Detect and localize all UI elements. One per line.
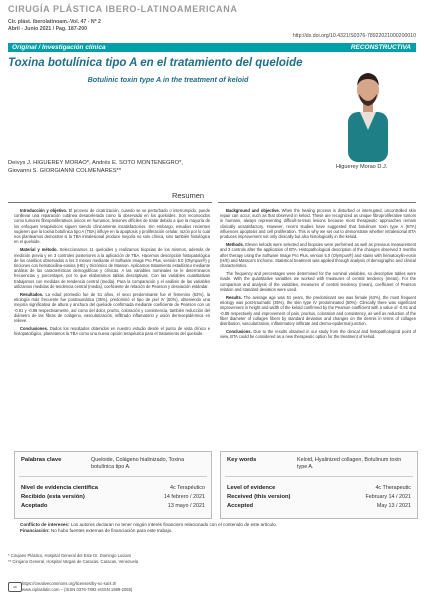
divider — [19, 476, 207, 477]
paragraph-label: Material y método. — [20, 247, 58, 253]
disclosures — [20, 522, 410, 535]
divider — [8, 202, 212, 203]
paragraph-text: The average age was 51 years, the predominant sex was female (63%), the most frequent etiology was post-traumatic (35%), the skin type IV predominated (50%). Clinically there was significant improvement in height and width of the keloid confirmed by the Pearson coefficient with a value of -0.91 and -0.88 respectively and improvement of pain, pruritus, coloration and consistency, as well as reduction of the fiber diameter of collagen fibers by standard deviation and changes on the dermis in terms of collagen distribution, vascularization, inflammatory infiltrate and dermo-epidermal junction. — [220, 295, 416, 327]
paragraph-label: Resultados. — [20, 292, 44, 298]
section-bar — [8, 43, 416, 52]
abstract-en — [220, 208, 416, 343]
paragraph-text: Due to the results obtained in our study from the clinical and histopathological point of view, BTA could be considered as a new therapeutic option for the treatment of keloid. — [220, 329, 416, 340]
keywords-box-es — [14, 451, 212, 519]
abstract-paragraph — [14, 292, 210, 323]
paragraph-text: Eleven keloids were selected and biopsies were performed as well as previous measurement and 3 controls after the application of BTA. Histopathological description of the changes observed 3 months after therapy using the Software Image Pro Plus, version 5.0 (Olympus®) and stains with hematoxylin-eosin (H/E) and Masson's trichome. Statistical treatment was applied through analysis of demographic and clinical characteristics. — [220, 242, 416, 269]
creative-commons-icon: cc — [8, 582, 22, 592]
author-line: Deivys J. HIGUEREY MORAO*, Andrés E. SOTO MONTENEGRO*, — [8, 160, 184, 166]
volume-line: Cir. plást. iberolatinoam.-Vol. 47 - Nº 2 — [8, 19, 101, 25]
journal-reference — [8, 19, 101, 33]
accepted-label: Aceptado — [21, 503, 48, 509]
paragraph-label: Conclusions. — [226, 329, 252, 335]
affiliation-footnotes — [8, 553, 138, 564]
author-photo-caption: Higuerey Morao D.J. — [336, 164, 388, 170]
keywords-label: Key words — [227, 457, 257, 463]
journal-masthead: CIRUGÍA PLÁSTICA IBERO-LATINOAMERICANA — [8, 4, 238, 14]
evidence-level-value: 4c Therapeutic — [375, 485, 411, 491]
paragraph-label: Results. — [226, 295, 242, 301]
footnote: ** Cirujano General, Hospital Vargas de Caracas, Caracas, Venezuela — [8, 558, 139, 564]
section-specialty: RECONSTRUCTIVA — [350, 44, 411, 51]
author-line: Giovanni S. GIORGIANNI COLMENARES** — [8, 167, 122, 174]
abstract-paragraph — [220, 295, 416, 326]
paragraph-text: El proceso de cicatrización, cuando se ve perturbado o interrumpido, puede conllevar una reparación cutánea desacelerada como la observada en los queloides. Son reconocidos como tumores fibroproliferativos únicos en humanos, lesiones difíciles de tratar debido a que la mayoría de los enfoques terapéuticos siguen siendo clínicamente insatisfactorios. Sin embargo, estudios recientes sugieren que la toxina botulínica tipo A (TBA) influye en la apoptosis y proliferación celular, razón por lo cual nos planteamos demostrar si la TBA intralesional produce mejoría no solo clínica, sino también histológica en el queloide. — [14, 208, 210, 245]
evidence-level-label: Level of evidence — [227, 485, 276, 491]
author-photo — [340, 54, 396, 162]
abstract-es — [14, 208, 210, 340]
funding-text: No hubo fuentes externas de financiación para este trabajo. — [50, 528, 173, 534]
article-subtitle: Botulinic toxin type A in the treatment of keloid — [87, 75, 249, 84]
keywords-value: Keloid, Hyalinized collagen, Botulinum toxin type A. — [297, 457, 402, 470]
keywords-box-en — [220, 451, 418, 519]
paragraph-label: Introducción y objetivo. — [20, 208, 68, 213]
accepted-date: May 13 / 2021 — [376, 503, 411, 509]
paragraph-text: When the healing process is disturbed or interrupted, uncontrolled skin repair can occur, such as that observed in keloid. These are recognized as unique fibroproliferative tumors in humans, always representing difficult-to-treat lesions because most therapeutic approaches remain clinically unsatisfactory. However, recent studies have suggested that botulinum toxin type A (BTA) influences apoptosis and cell proliferation. This is why we set out to demonstrate whether intralesional BTA produces improvement not only clinically but also histologically in the keloid. — [220, 208, 416, 240]
abstract-paragraph — [220, 208, 416, 239]
paragraph-text: The frequency and percentages were determined for the nominal variables, so descriptive tables were made. With the quantitative variables we worked with measures of central tendency (mean). For the comparison and analysis of the variables, measures of central tendency (mean), coefficient of Pearson relation and standard deviation were used. — [220, 271, 416, 292]
abstract-paragraph — [220, 271, 416, 292]
article-title: Toxina botulínica tipo A en el tratamiento del queloide — [8, 57, 303, 69]
received-date: 14 febrero / 2021 — [163, 494, 205, 500]
abstract-paragraph — [14, 208, 210, 244]
received-date: February 14 / 2021 — [365, 494, 411, 500]
divider — [225, 476, 413, 477]
abstract-paragraph — [14, 247, 210, 289]
license-link[interactable]: https://creativecommons.org/licenses/by-nc-sa/4.0/ — [22, 581, 117, 586]
accepted-label: Accepted — [227, 503, 254, 509]
keywords-label: Palabras clave — [21, 457, 62, 463]
issue-pages-line: Abril - Junio 2021 / Pag. 187-200 — [8, 26, 87, 32]
doi-link[interactable]: http://dx.doi.org/10.4321/S0376-78922021000200010 — [292, 33, 416, 39]
conflict-text: Los autores declaran no tener ningún interés financiero relacionado con el contenido de este artículo. — [70, 522, 277, 527]
section-type: Original / Investigación clínica — [12, 44, 106, 51]
journal-site[interactable]: www.ciplaslatin.com – (ISSN 0376-7892 eISSN 1989-2055) — [22, 586, 133, 592]
received-label: Recibido (esta versión) — [21, 494, 85, 500]
funding — [20, 528, 410, 534]
paragraph-text: Dados los resultados obtenidos en nuestro estudio desde el punto de vista clínico e histopatológico, planteamos la TBA como una nueva opción terapéutica para el tratamiento del queloide. — [14, 326, 211, 337]
license-block — [22, 581, 132, 592]
paragraph-label: Background and objective. — [226, 208, 280, 213]
conflict-label: Conflicto de intereses: — [20, 522, 70, 527]
accepted-date: 13 mayo / 2021 — [167, 503, 205, 509]
author-list — [8, 160, 328, 175]
divider — [218, 202, 416, 203]
abstract-paragraph — [220, 329, 416, 339]
paragraph-label: Conclusiones. — [20, 326, 48, 332]
evidence-level-value: 4c Terapéutico — [170, 485, 205, 491]
keywords-value: Queloide, Colágeno hialinizado, Toxina botulínica tipo A. — [91, 457, 185, 470]
paragraph-text: La edad promedio fue de 51 años, el sexo predominante fue el femenino (63%), la etiología más frecuente fue postraumática (35%), predominó el tipo de piel IV (50%), obteniendo una mejoría significativa de altura y anchura del queloide confirmada mediante coeficiente de Pearson con un -0.91 y -0.88 respectivamente, así como del dolor, prurito, coloración y consistencia, también reducción del diámetro de las fibras de colágeno, vascularización, infiltrado inflamatorio y unión dermoepidérmica en relieve. — [14, 292, 210, 324]
funding-label: Financiación: — [20, 528, 50, 534]
paragraph-text: Seleccionamos 11 queloides y realizamos biopsias de los mismos, además de medición previa y en 3 controles posteriores a la aplicación de TBA. Hacemos descripción histopatológica de los cambios observados a los 3 meses mediante el Software Image Pro Plus, versión 5.0 (Olympus®) y tinciones con hematoxilina-eosina (HE) y tricrómico de Masson. Aplicamos tratamiento estadístico mediante análisis de las características demográficas y clínicas. A las variables nominales se le determinaron frecuencias y porcentajes, por lo que elaboramos tablas descriptivas. Con las variables cuantitativas trabajamos con medidas de tendencia central (media). Para la comparación y el análisis de las variables utilizamos medidas de tendencia central (media), coeficiente de relación de Pearson y desviación estándar. — [14, 247, 210, 289]
evidence-level-label: Nivel de evidencia científica — [21, 485, 99, 491]
abstract-heading-es: Resumen — [172, 191, 205, 200]
abstract-paragraph — [14, 326, 210, 336]
abstract-paragraph — [220, 242, 416, 268]
paragraph-label: Methods. — [226, 242, 244, 248]
footnote: * Cirujano Plástico, Hospital General del Este Dr. Domingo Luciani — [8, 553, 131, 558]
received-label: Received (this version) — [227, 494, 291, 500]
